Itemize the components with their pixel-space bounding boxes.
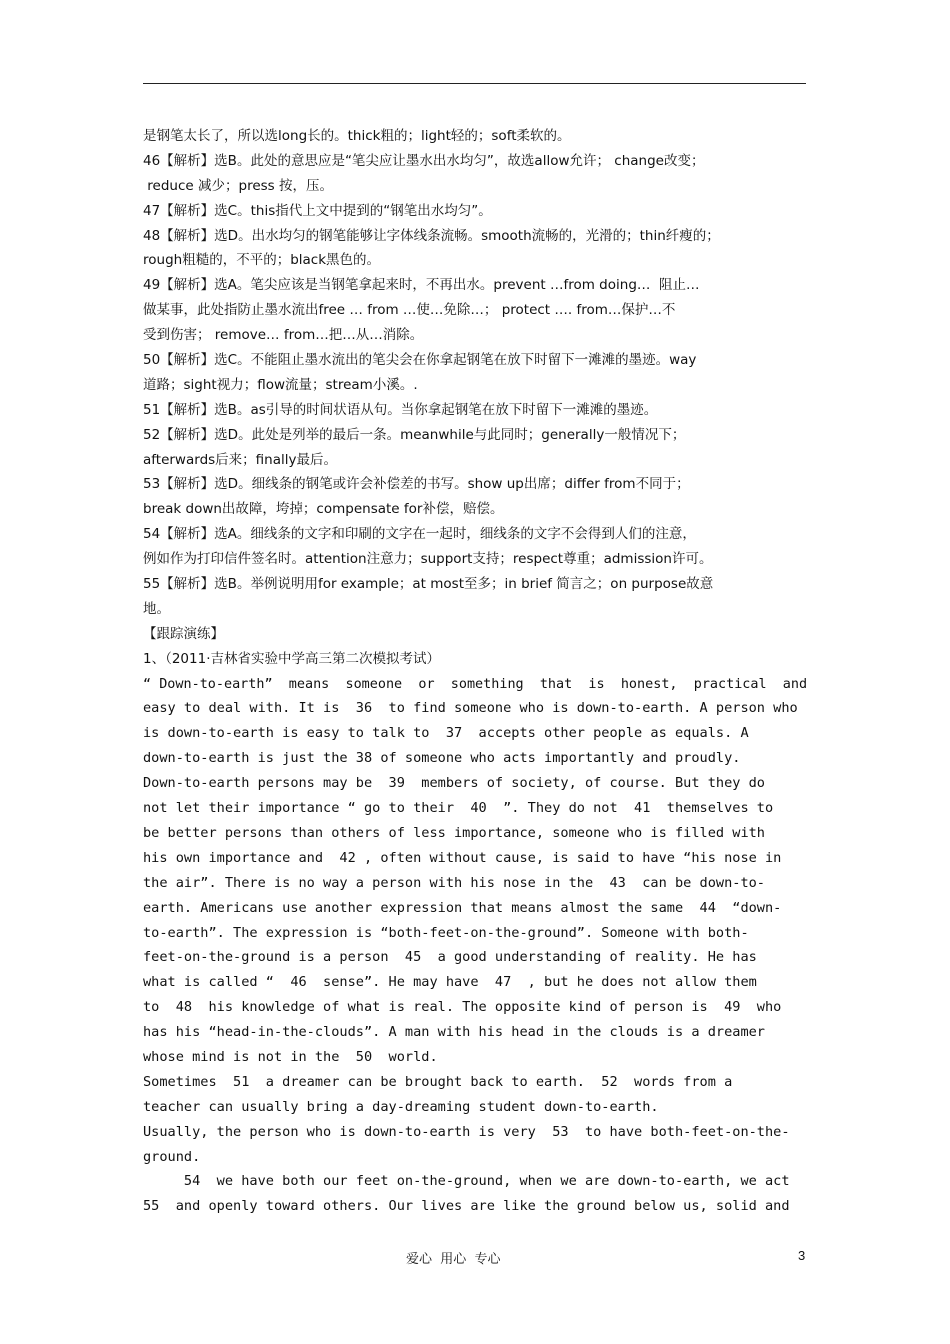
answer-line: 道路；sight视力；flow流量；stream小溪。.: [143, 376, 418, 393]
answer-line: 52【解析】选D。此处是列举的最后一条。meanwhile与此同时；generally一般情况下；: [143, 426, 686, 443]
passage-line: has his “head-in-the-clouds”. A man with his head in the clouds is a dreamer: [143, 1024, 765, 1041]
passage-line: earth. Americans use another expression that means almost the same 44 “down-: [143, 899, 782, 916]
answer-line: 46【解析】选B。此处的意思应是“笔尖应让墨水出水均匀”，故选allow允许； change改变；: [143, 152, 705, 169]
passage-line: Down-to-earth persons may be 39 members of society, of course. But they do: [143, 775, 765, 792]
answer-line: rough粗糙的，不平的；black黑色的。: [143, 252, 381, 269]
answer-line: 55【解析】选B。举例说明用for example；at most至多；in brief 简言之；on purpose故意: [143, 576, 714, 593]
answer-line: 地。: [143, 600, 170, 617]
answer-line: 50【解析】选C。不能阻止墨水流出的笔尖会在你拿起钢笔在放下时留下一滩滩的墨迹。way: [143, 352, 697, 369]
passage-line: to 48 his knowledge of what is real. The opposite kind of person is 49 who: [143, 999, 782, 1016]
passage-line: Usually, the person who is down-to-earth is very 53 to have both-feet-on-the-: [143, 1123, 790, 1140]
answer-line: 受到伤害； remove… from…把…从…消除。: [143, 327, 424, 344]
passage: [143, 672, 807, 1220]
answer-line: 54【解析】选A。细线条的文字和印刷的文字在一起时，细线条的文字不会得到人们的注意，: [143, 526, 696, 543]
answer-line: afterwards后来；finally最后。: [143, 451, 337, 468]
answer-line: 例如作为打印信件签名时。attention注意力；support支持；respect尊重；admission许可。: [143, 551, 713, 568]
answer-line: reduce 减少；press 按，压。: [143, 177, 333, 194]
passage-line: what is called “ 46 sense”. He may have 47 , but he does not allow them: [143, 974, 757, 991]
answer-line: break down出故障，垮掉；compensate for补偿，赔偿。: [143, 501, 504, 518]
page-number: 3: [798, 1248, 806, 1263]
exercise-source: 1、（2011·吉林省实验中学高三第二次模拟考试）: [143, 650, 440, 667]
passage-line: not let their importance “ go to their 40 ”. They do not 41 themselves to: [143, 800, 774, 817]
passage-line: teacher can usually bring a day-dreaming student down-to-earth.: [143, 1098, 659, 1115]
answer-line: 47【解析】选C。this指代上文中提到的“钢笔出水均匀”。: [143, 202, 492, 219]
passage-line: 54 we have both our feet on-the-ground, when we are down-to-earth, we act: [143, 1173, 790, 1190]
answer-explanations: [143, 124, 807, 672]
answer-line: 49【解析】选A。笔尖应该是当钢笔拿起来时，不再出水。prevent …from doing… 阻止…: [143, 277, 700, 294]
passage-line: the air”. There is no way a person with his nose in the 43 can be down-to-: [143, 874, 765, 891]
answer-line: 做某事，此处指防止墨水流出free … from …使…免除…； protect …. from…保护…不: [143, 302, 676, 319]
page-content: [143, 124, 807, 1219]
passage-line: “ Down-to-earth” means someone or something that is honest, practical and: [143, 675, 808, 692]
passage-line: his own importance and 42 , often without cause, is said to have “his nose in: [143, 849, 782, 866]
passage-line: down-to-earth is just the 38 of someone who acts importantly and proudly.: [143, 750, 741, 767]
passage-line: Sometimes 51 a dreamer can be brought back to earth. 52 words from a: [143, 1073, 733, 1090]
passage-line: to-earth”. The expression is “both-feet-on-the-ground”. Someone with both-: [143, 924, 749, 941]
answer-line: 是钢笔太长了，所以选long长的。thick粗的；light轻的；soft柔软的。: [143, 128, 571, 144]
page-footer: [0, 1248, 950, 1268]
section-heading: 【跟踪演练】: [143, 625, 224, 642]
header-rule: [143, 83, 806, 84]
passage-line: 55 and openly toward others. Our lives are like the ground below us, solid and: [143, 1198, 790, 1215]
footer-slogan: 爱心 用心 专心: [406, 1252, 501, 1267]
answer-line: 51【解析】选B。as引导的时间状语从句。当你拿起钢笔在放下时留下一滩滩的墨迹。: [143, 401, 658, 418]
passage-line: ground.: [143, 1148, 201, 1165]
passage-line: feet-on-the-ground is a person 45 a good understanding of reality. He has: [143, 949, 757, 966]
passage-line: is down-to-earth is easy to talk to 37 accepts other people as equals. A: [143, 725, 749, 742]
passage-line: easy to deal with. It is 36 to find someone who is down-to-earth. A person who: [143, 700, 798, 717]
passage-line: be better persons than others of less importance, someone who is filled with: [143, 824, 765, 841]
passage-line: whose mind is not in the 50 world.: [143, 1048, 438, 1065]
answer-line: 53【解析】选D。细线条的钢笔或许会补偿差的书写。show up出席；differ from不同于；: [143, 476, 690, 493]
answer-line: 48【解析】选D。出水均匀的钢笔能够让字体线条流畅。smooth流畅的，光滑的；thin纤瘦的；: [143, 227, 720, 244]
